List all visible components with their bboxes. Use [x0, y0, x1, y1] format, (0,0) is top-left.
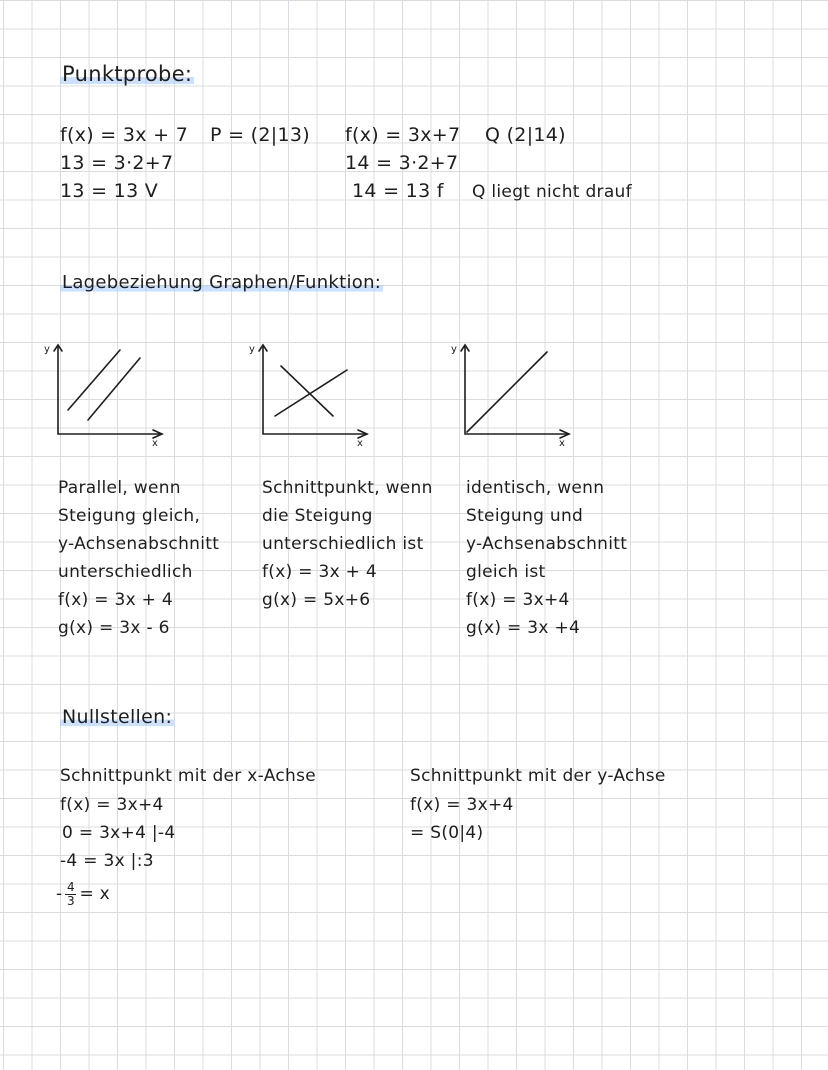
x-achse-result-sign: - [56, 884, 63, 905]
x-achse-fraction-num: 4 [66, 880, 75, 894]
punktprobe-point-q: Q (2|14) [485, 124, 566, 146]
schnittpunkt-line-5: g(x) = 5x+6 [262, 590, 371, 610]
graph-parallel-line-1 [68, 350, 120, 410]
punktprobe-left-line-1: f(x) = 3x + 7 [60, 124, 189, 146]
parallel-line-6: g(x) = 3x - 6 [58, 618, 170, 638]
graph-identical [447, 340, 577, 450]
x-achse-fraction [65, 881, 76, 907]
x-achse-line-1: f(x) = 3x+4 [60, 795, 164, 815]
x-achse-line-2: 0 = 3x+4 |-4 [62, 823, 176, 843]
identisch-line-4: gleich ist [466, 562, 546, 582]
graph-intersecting-x-label: x [357, 438, 363, 449]
graph-identical-line [467, 352, 547, 432]
graph-intersecting-line-2 [281, 366, 333, 416]
punktprobe-right-line-3: 14 = 13 f [352, 180, 444, 202]
x-achse-fraction-den: 3 [66, 893, 75, 908]
parallel-line-1: Parallel, wenn [58, 478, 181, 498]
parallel-line-3: y-Achsenabschnitt [58, 534, 220, 554]
schnittpunkt-line-1: Schnittpunkt, wenn [262, 478, 433, 498]
graph-parallel-x-label: x [152, 438, 158, 449]
graph-intersecting [245, 340, 375, 450]
nullstellen-title: Nullstellen: [62, 706, 173, 728]
schnittpunkt-line-2: die Steigung [262, 506, 373, 526]
x-achse-heading: Schnittpunkt mit der x-Achse [60, 766, 316, 786]
identisch-line-6: g(x) = 3x +4 [466, 618, 581, 638]
graph-parallel-line-2 [88, 358, 140, 420]
y-achse-line-2: = S(0|4) [410, 823, 484, 843]
graph-parallel-axes [58, 346, 162, 434]
punktprobe-title: Punktprobe: [62, 62, 193, 86]
graph-parallel-y-label: y [44, 344, 50, 355]
parallel-line-4: unterschiedlich [58, 562, 193, 582]
parallel-description [58, 480, 219, 637]
punktprobe-point-p: P = (2|13) [210, 124, 310, 146]
identisch-line-3: y-Achsenabschnitt [466, 534, 628, 554]
punktprobe-left-line-2: 13 = 3·2+7 [60, 152, 174, 174]
graph-identical-y-label: y [451, 344, 457, 355]
y-achse-heading: Schnittpunkt mit der y-Achse [410, 766, 666, 786]
graph-intersecting-line-1 [275, 370, 347, 416]
schnittpunkt-description [262, 480, 433, 609]
x-achse-result-rest: = x [79, 884, 111, 905]
identisch-description [466, 480, 627, 637]
graph-identical-axes [465, 346, 569, 434]
identisch-line-2: Steigung und [466, 506, 584, 526]
parallel-line-2: Steigung gleich, [58, 506, 201, 526]
punktprobe-right-line-1: f(x) = 3x+7 [345, 124, 461, 146]
schnittpunkt-line-3: unterschiedlich ist [262, 534, 424, 554]
x-achse-line-3: -4 = 3x |:3 [60, 851, 154, 871]
lagebeziehung-title: Lagebeziehung Graphen/Funktion: [62, 272, 382, 293]
identisch-line-1: identisch, wenn [466, 478, 605, 498]
punktprobe-left-line-3: 13 = 13 V [60, 180, 159, 202]
identisch-line-5: f(x) = 3x+4 [466, 590, 570, 610]
schnittpunkt-line-4: f(x) = 3x + 4 [262, 562, 378, 582]
parallel-line-5: f(x) = 3x + 4 [58, 590, 174, 610]
x-achse-result [56, 881, 110, 907]
punktprobe-right-line-2: 14 = 3·2+7 [345, 152, 459, 174]
y-achse-line-1: f(x) = 3x+4 [410, 795, 514, 815]
punktprobe-note: Q liegt nicht drauf [472, 182, 632, 202]
graph-identical-x-label: x [559, 438, 565, 449]
graph-intersecting-y-label: y [249, 344, 255, 355]
graph-parallel [40, 340, 170, 450]
